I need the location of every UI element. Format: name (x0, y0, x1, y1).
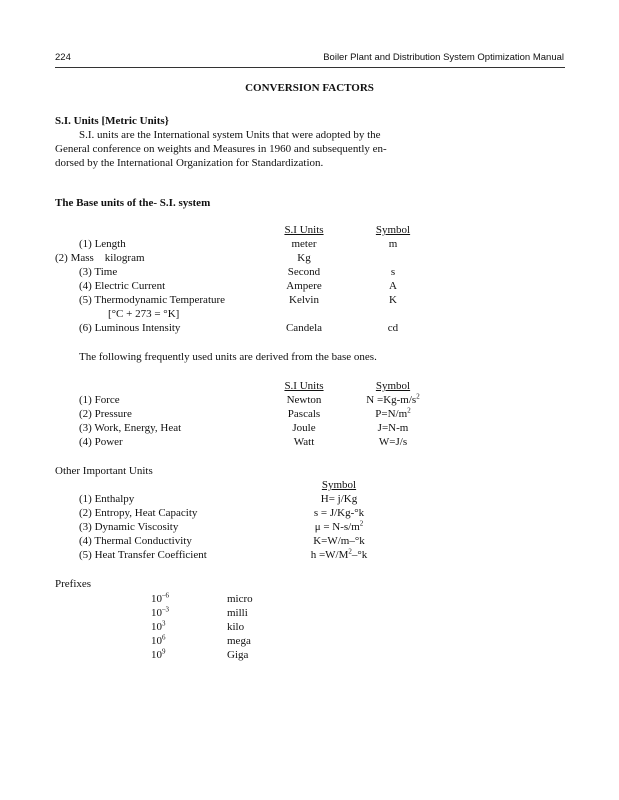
header-rule (55, 67, 565, 68)
prefix-power: $10^{-3}$ (151, 605, 169, 619)
row-name: (3) Time (79, 266, 118, 278)
row-name: (1) Length (79, 238, 126, 250)
derived-intro: The following frequently used units are derived from the base ones. (79, 351, 377, 363)
prefix-name: milli (227, 607, 248, 619)
row-symbol: $N =Kg-m/s^2$ (366, 392, 420, 406)
prefixes-heading: Prefixes (55, 578, 92, 590)
row-symbol: s = J/Kg-°k (313, 507, 365, 519)
row-name: (3) Work, Energy, Heat (79, 422, 182, 434)
row-name: (4) Thermal Conductivity (79, 535, 192, 547)
row-symbol: J=N-m (377, 422, 409, 434)
prefix-power: $10^6$ (151, 633, 166, 647)
row-symbol: K=W/m–°k (313, 535, 365, 547)
row-symbol: K (389, 294, 397, 306)
other-col-symbol: Symbol (321, 479, 357, 491)
row-unit: Ampere (286, 280, 322, 292)
row-unit: Newton (286, 394, 322, 406)
row-symbol: A (389, 280, 397, 292)
running-title: Boiler Plant and Distribution System Optimization Manual (323, 52, 564, 63)
row-unit: Kg (297, 252, 311, 264)
prefix-name: Giga (227, 649, 249, 661)
row-symbol: $h =W/M^2-^\circ k$ (310, 547, 368, 561)
base-col-symbol: Symbol (375, 224, 411, 236)
row-name: (4) Electric Current (79, 280, 166, 292)
base-col-units: S.I Units (284, 224, 324, 236)
row-symbol: cd (387, 322, 399, 334)
row-symbol: $\mu = N-s/m^2$ (314, 519, 364, 533)
row-unit: Watt (293, 436, 315, 448)
row-name: (2) Pressure (79, 408, 132, 420)
prefix-power: $10^9$ (151, 647, 166, 661)
si-para-line-3: dorsed by the International Organization for Standardization. (55, 157, 324, 169)
prefix-name: mega (227, 635, 251, 647)
si-para-line-1: S.I. units are the International system Units that were adopted by the (79, 129, 381, 141)
page-title: CONVERSION FACTORS (245, 82, 374, 94)
prefix-power: $10^{-6}$ (151, 591, 169, 605)
row-name: (5) Thermodynamic Temperature (79, 294, 226, 306)
row-name: [°C + 273 = °K] (108, 308, 180, 320)
row-symbol: W=J/s (378, 436, 408, 448)
base-units-heading: The Base units of the- S.I. system (55, 197, 211, 209)
page-number: 224 (55, 52, 71, 63)
row-symbol: s (390, 266, 396, 278)
row-name: (2) Mass kilogram (55, 252, 145, 264)
row-unit: Candela (285, 322, 323, 334)
si-heading: S.I. Units [Metric Units} (55, 115, 170, 127)
row-symbol: H= j/Kg (320, 493, 358, 505)
row-unit: Joule (292, 422, 316, 434)
row-unit: Pascals (287, 408, 321, 420)
si-para-line-2: General conference on weights and Measures in 1960 and subsequently en- (55, 143, 387, 155)
row-name: (5) Heat Transfer Coefficient (79, 549, 207, 561)
derived-col-units: S.I Units (284, 380, 324, 392)
row-name: (4) Power (79, 436, 123, 448)
other-heading: Other Important Units (55, 465, 153, 477)
prefix-name: micro (227, 593, 253, 605)
prefix-name: kilo (227, 621, 245, 633)
row-name: (3) Dynamic Viscosity (79, 521, 179, 533)
row-symbol: m (388, 238, 398, 250)
row-name: (2) Entropy, Heat Capacity (79, 507, 198, 519)
row-unit: meter (291, 238, 317, 250)
derived-col-symbol: Symbol (375, 380, 411, 392)
row-unit: Kelvin (289, 294, 319, 306)
row-symbol: $P=N/m^2$ (375, 406, 411, 420)
row-unit: Second (287, 266, 321, 278)
row-name: (1) Force (79, 394, 120, 406)
row-name: (1) Enthalpy (79, 493, 135, 505)
row-name: (6) Luminous Intensity (79, 322, 181, 334)
prefix-power: $10^3$ (151, 619, 166, 633)
